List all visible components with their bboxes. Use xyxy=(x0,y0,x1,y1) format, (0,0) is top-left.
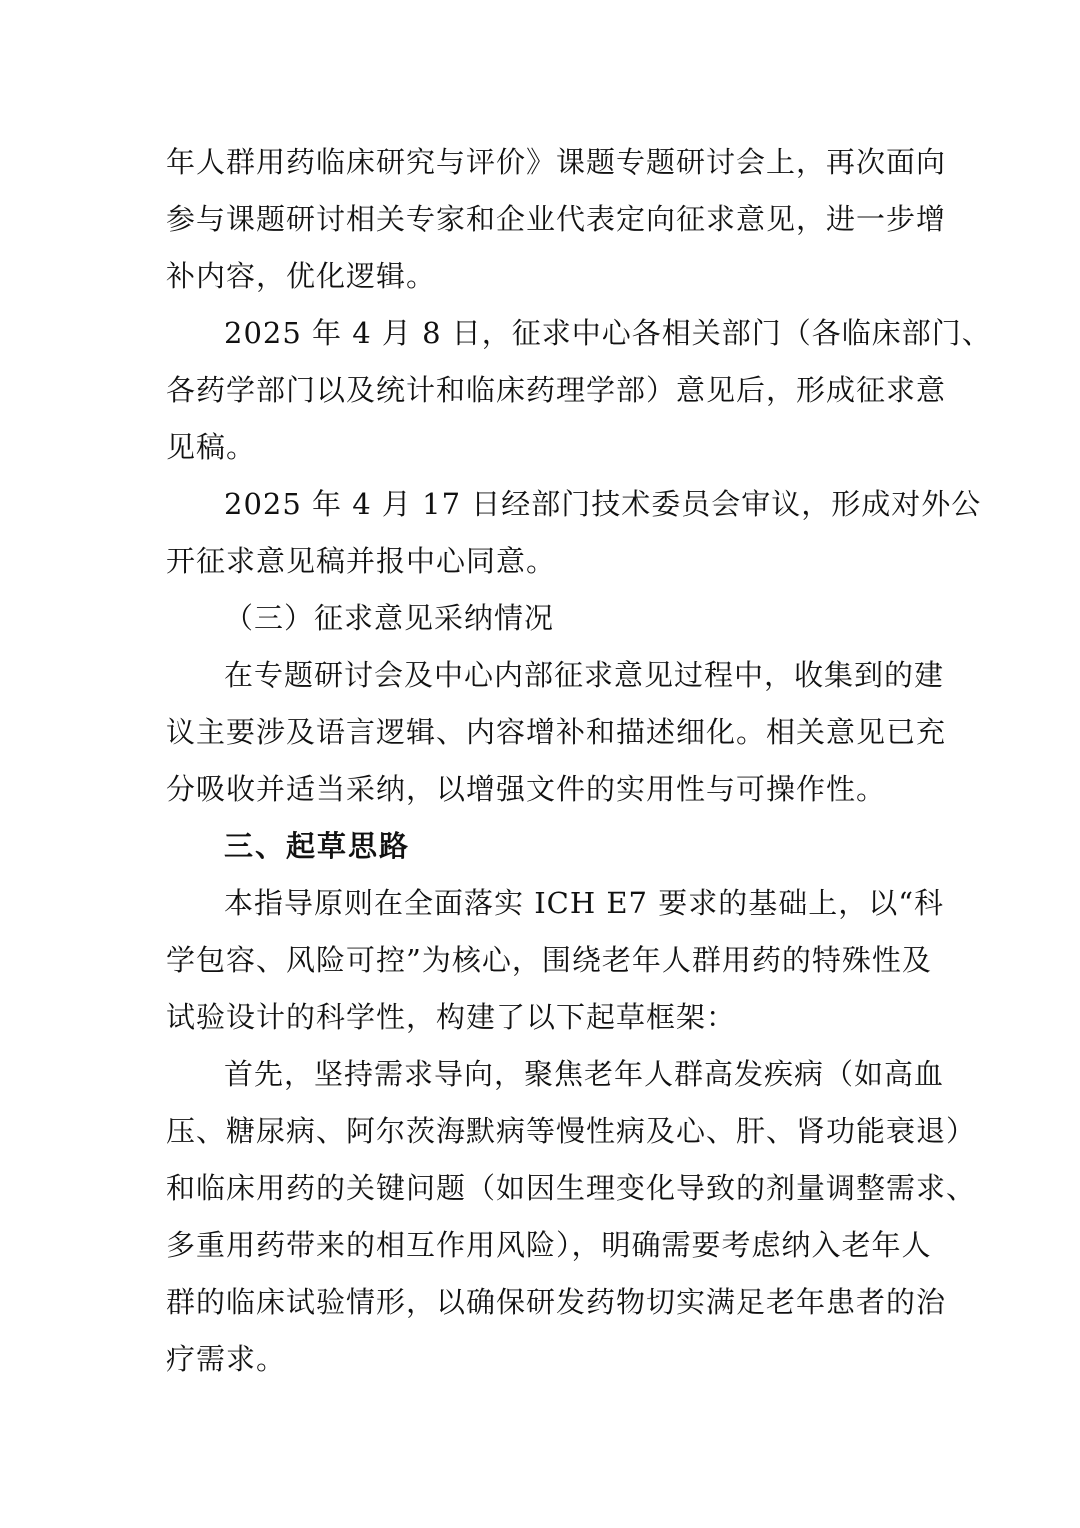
text-line: 分吸收并适当采纳，以增强文件的实用性与可操作性。 xyxy=(166,772,887,806)
text-line: 和临床用药的关键问题（如因生理变化导致的剂量调整需求、 xyxy=(166,1171,977,1205)
text-line: 补内容，优化逻辑。 xyxy=(166,259,437,293)
text-line: 各药学部门以及统计和临床药理学部）意见后，形成征求意 xyxy=(166,373,947,407)
text-line: 学包容、风险可控”为核心，围绕老年人群用药的特殊性及 xyxy=(166,943,932,977)
text-line: 本指导原则在全面落实 ICH E7 要求的基础上，以“科 xyxy=(224,886,945,920)
text-line: 疗需求。 xyxy=(166,1342,287,1376)
text-line: 在专题研讨会及中心内部征求意见过程中，收集到的建 xyxy=(224,658,945,692)
text-line: 开征求意见稿并报中心同意。 xyxy=(166,544,557,578)
text-line: 参与课题研讨相关专家和企业代表定向征求意见，进一步增 xyxy=(166,202,947,236)
text-line: 群的临床试验情形，以确保研发药物切实满足老年患者的治 xyxy=(166,1285,947,1319)
text-line: 试验设计的科学性，构建了以下起草框架： xyxy=(166,1000,737,1034)
text-line: 多重用药带来的相互作用风险），明确需要考虑纳入老年人 xyxy=(166,1228,932,1262)
text-line: 见稿。 xyxy=(166,430,257,464)
text-line: 压、糖尿病、阿尔茨海默病等慢性病及心、肝、肾功能衰退） xyxy=(166,1114,977,1148)
section-subheading: （三）征求意见采纳情况 xyxy=(224,601,555,635)
text-line: 2025 年 4 月 8 日，征求中心各相关部门（各临床部门、 xyxy=(224,316,992,350)
text-line: 年人群用药临床研究与评价》课题专题研讨会上，再次面向 xyxy=(166,145,947,179)
text-line: 2025 年 4 月 17 日经部门技术委员会审议，形成对外公 xyxy=(224,487,982,521)
section-heading: 三、起草思路 xyxy=(224,829,411,863)
text-line: 首先，坚持需求导向，聚焦老年人群高发疾病（如高血 xyxy=(224,1057,945,1091)
text-line: 议主要涉及语言逻辑、内容增补和描述细化。相关意见已充 xyxy=(166,715,947,749)
